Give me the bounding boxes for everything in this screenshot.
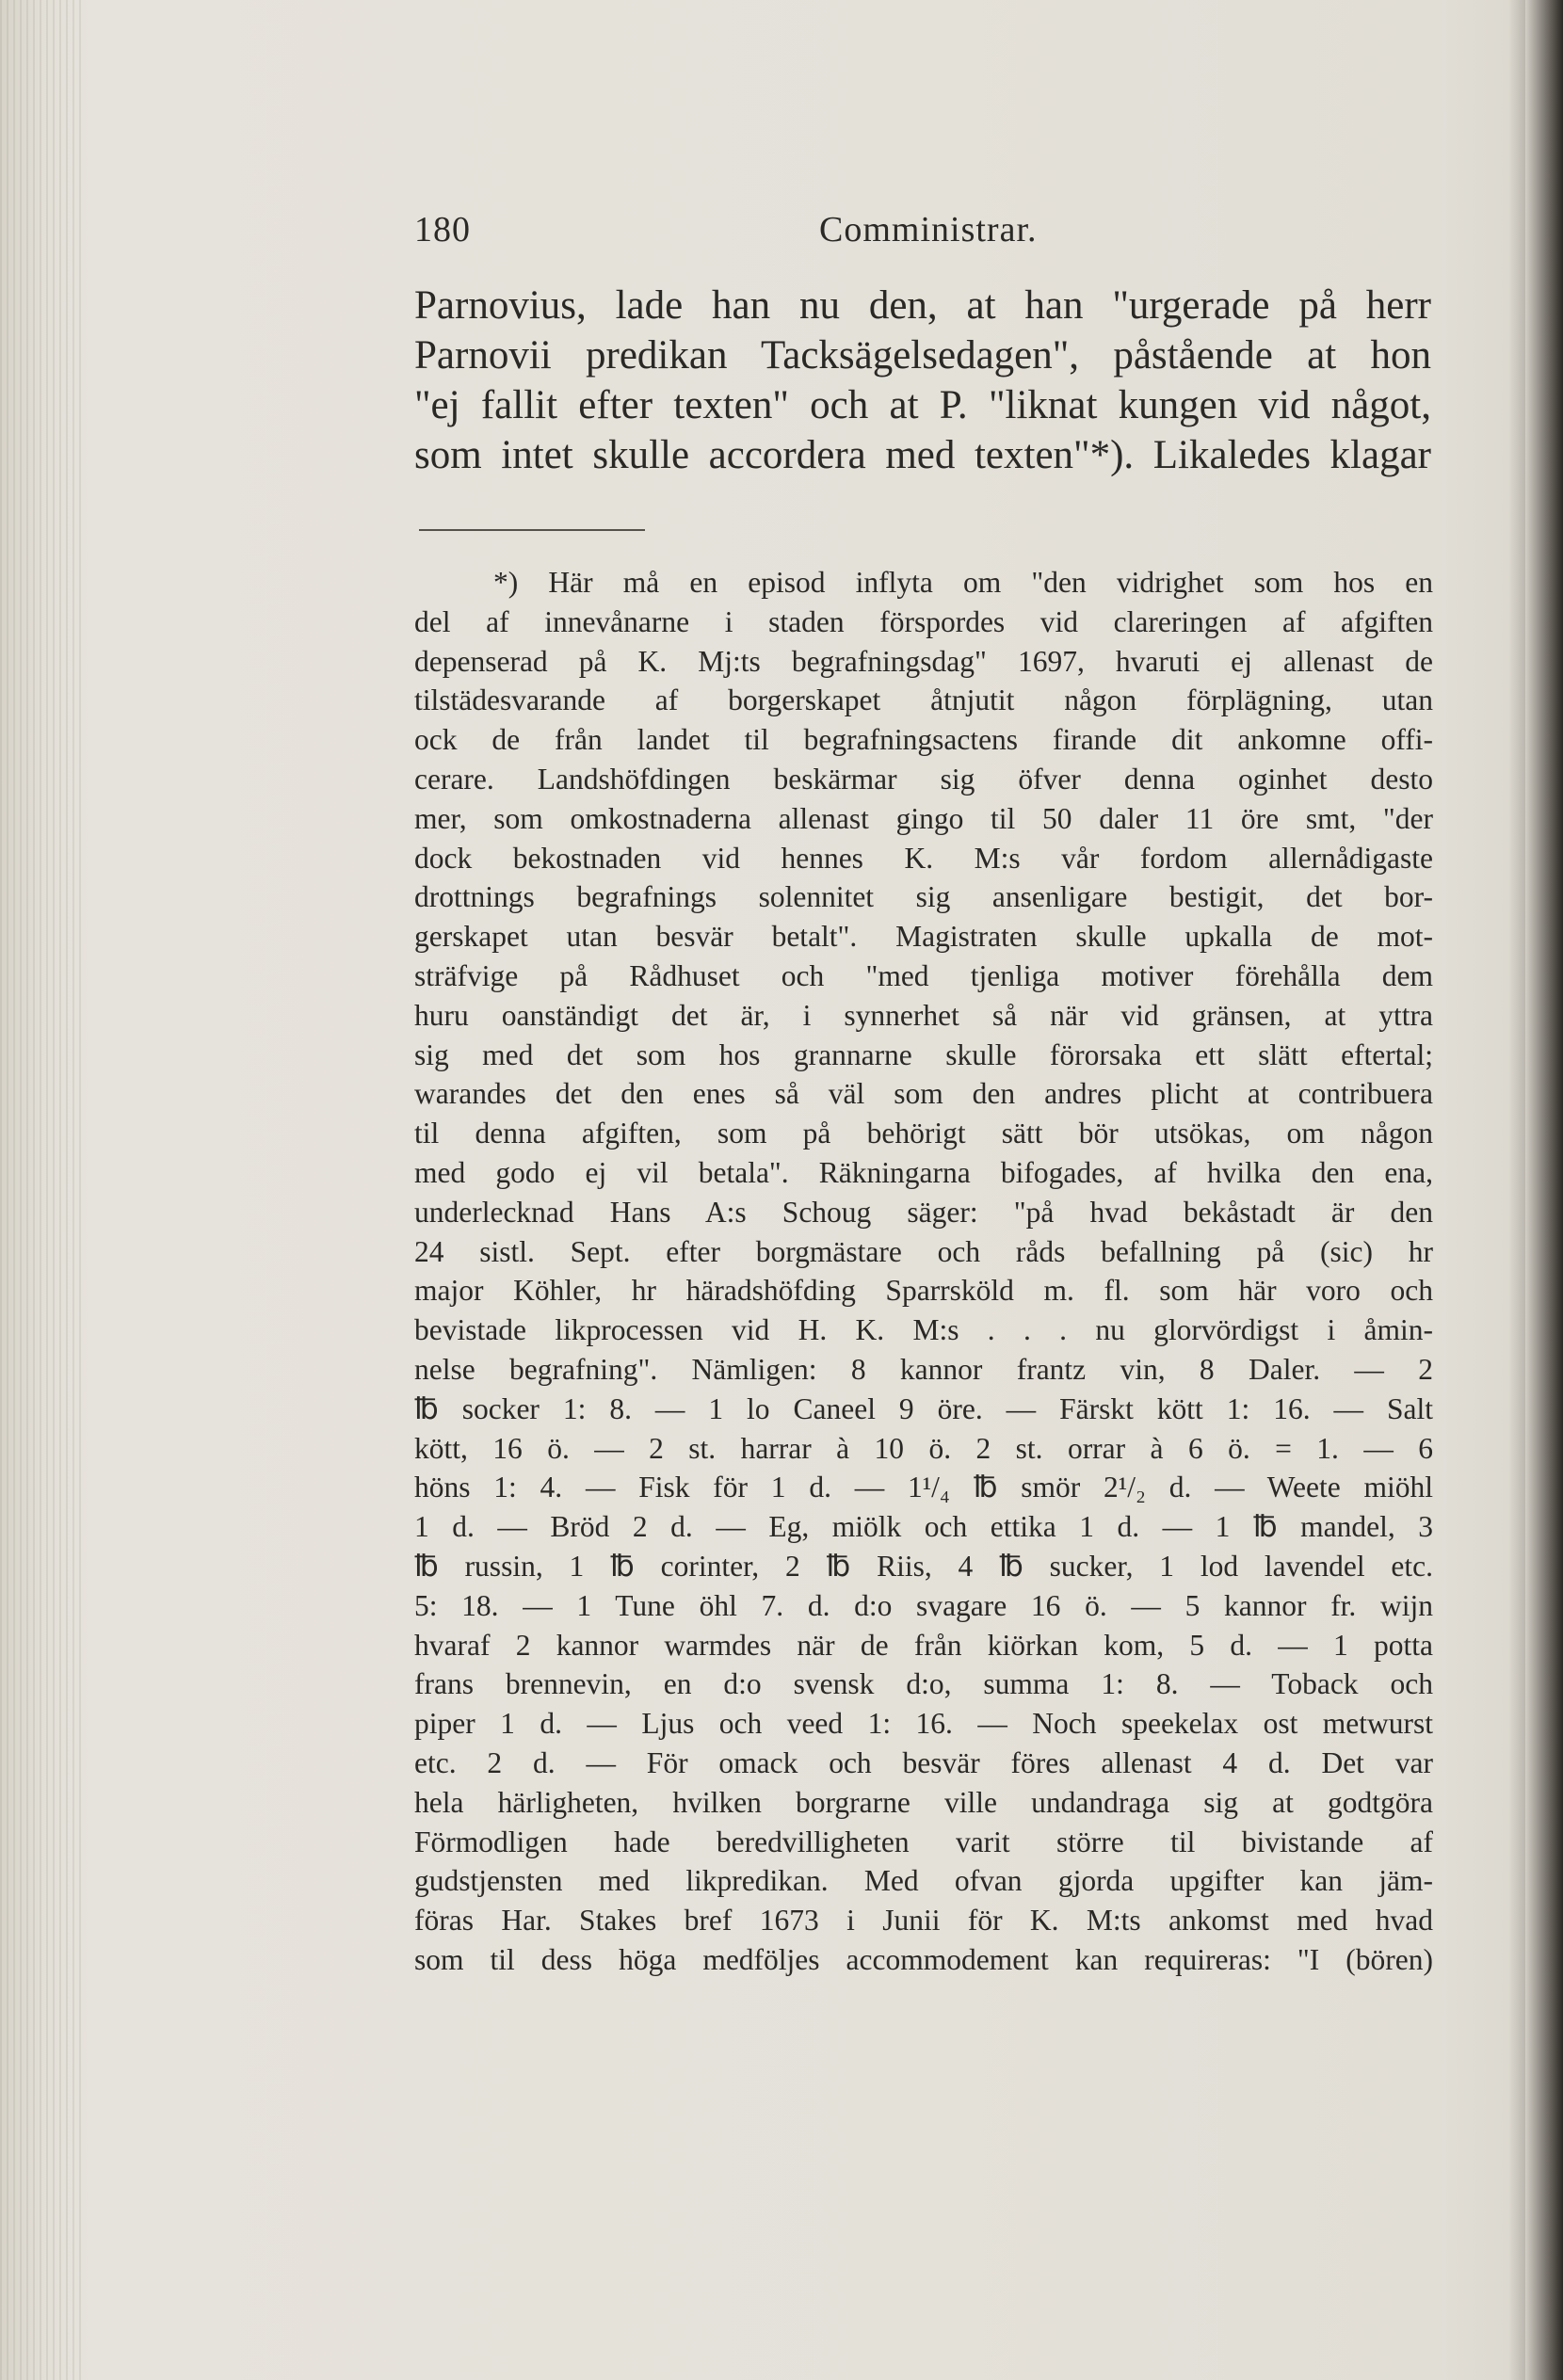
footnote-line: hela härligheten, hvilken borgrarne ville undandraga sig at godtgöra xyxy=(414,1785,1433,1819)
footnote-line: sträfvige på Rådhuset och "med tjenliga motiver förehålla dem xyxy=(414,958,1433,992)
running-title: Comministrar. xyxy=(819,210,1038,249)
footnote-line: cerare. Landshöfdingen beskärmar sig öfver denna oginhet desto xyxy=(414,762,1433,796)
footnote-line: gudstjensten med likpredikan. Med ofvan gjorda upgifter kan jäm- xyxy=(414,1864,1433,1898)
footnote-line: föras Har. Stakes bref 1673 i Junii för K. M:ts ankomst med hvad xyxy=(414,1904,1433,1938)
footnote xyxy=(414,563,1433,1980)
page-number: 180 xyxy=(414,210,471,249)
footnote-line: sig med det som hos grannarne skulle förorsaka ett slätt eftertal; xyxy=(414,1037,1433,1071)
main-text-line: "ej fallit efter texten" och at P. "liknat kungen vid något, xyxy=(414,383,1431,427)
footnote-line: piper 1 d. — Ljus och veed 1: 16. — Noch speekelax ost metwurst xyxy=(414,1707,1433,1741)
footnote-line: huru oanständigt det är, i synnerhet så när vid gränsen, at yttra xyxy=(414,998,1433,1032)
page-edge-right xyxy=(1525,0,1563,2380)
footnote-line: gerskapet utan besvär betalt". Magistraten skulle upkalla de mot- xyxy=(414,920,1433,954)
footnote-line: bevistade likprocessen vid H. K. M:s . . . nu glorvördigst i åmin- xyxy=(414,1313,1433,1347)
page-shadow-right xyxy=(1508,0,1525,2380)
footnote-line: *) Här må en episod inflyta om "den vidrighet som hos en xyxy=(493,566,1433,599)
footnote-line: Förmodligen hade beredvilligheten varit större til bivistande af xyxy=(414,1825,1433,1858)
footnote-line: ℔ socker 1: 8. — 1 lo Caneel 9 öre. — Färskt kött 1: 16. — Salt xyxy=(414,1391,1433,1425)
footnote-line: ℔ russin, 1 ℔ corinter, 2 ℔ Riis, 4 ℔ sucker, 1 lod lavendel etc. xyxy=(414,1549,1433,1583)
footnote-line: dock bekostnaden vid hennes K. M:s vår fordom allernådigaste xyxy=(414,841,1433,875)
footnote-line: hvaraf 2 kannor warmdes när de från kiörkan kom, 5 d. — 1 potta xyxy=(414,1628,1433,1662)
main-text-line: Parnovius, lade han nu den, at han "urgerade på herr xyxy=(414,283,1431,328)
footnote-line: etc. 2 d. — För omack och besvär föres allenast 4 d. Det var xyxy=(414,1745,1433,1779)
footnote-line: til denna afgiften, som på behörigt sätt bör utsökas, om någon xyxy=(414,1117,1433,1150)
footnote-line: kött, 16 ö. — 2 st. harrar à 10 ö. 2 st. orrar à 6 ö. = 1. — 6 xyxy=(414,1431,1433,1465)
footnote-line: tilstädesvarande af borgerskapet åtnjutit någon förplägning, utan xyxy=(414,683,1433,717)
footnote-line: ock de från landet til begrafningsactens firande dit ankomne offi- xyxy=(414,723,1433,757)
footnote-line: depenserad på K. Mj:ts begrafningsdag" 1697, hvaruti ej allenast de xyxy=(414,644,1433,678)
footnote-line: 1 d. — Bröd 2 d. — Eg, miölk och ettika 1 d. — 1 ℔ mandel, 3 xyxy=(414,1510,1433,1544)
footnote-line: som til dess höga medföljes accommodement kan requireras: "I (bören) xyxy=(414,1942,1433,1976)
footnote-line: major Köhler, hr häradshöfding Sparrsköld m. fl. som här voro och xyxy=(414,1274,1433,1308)
page-header xyxy=(414,209,1431,265)
footnote-line: frans brennevin, en d:o svensk d:o, summa 1: 8. — Toback och xyxy=(414,1667,1433,1701)
footnote-line: drottnings begrafnings solennitet sig ansenligare bestigit, det bor- xyxy=(414,880,1433,914)
page-gutter-left xyxy=(0,0,85,2380)
footnote-separator xyxy=(419,529,645,531)
main-paragraph xyxy=(414,281,1431,480)
footnote-line: 24 sistl. Sept. efter borgmästare och råds befallning på (sic) hr xyxy=(414,1234,1433,1268)
footnote-line: höns 1: 4. — Fisk för 1 d. — 1¹/₄ ℔ smör 2¹/₂ d. — Weete miöhl xyxy=(414,1471,1433,1504)
main-text-line: Parnovii predikan Tacksägelsedagen", påstående at hon xyxy=(414,333,1431,378)
footnote-line: med godo ej vil betala". Räkningarna bifogades, af hvilka den ena, xyxy=(414,1155,1433,1189)
footnote-line: mer, som omkostnaderna allenast gingo til 50 daler 11 öre smt, "der xyxy=(414,801,1433,835)
main-text-line: som intet skulle accordera med texten"*). Likaledes klagar xyxy=(414,433,1431,477)
footnote-line: 5: 18. — 1 Tune öhl 7. d. d:o svagare 16 ö. — 5 kannor fr. wijn xyxy=(414,1588,1433,1622)
footnote-line: warandes det den enes så väl som den andres plicht at contribuera xyxy=(414,1077,1433,1111)
footnote-line: underlecknad Hans A:s Schoug säger: "på hvad bekåstadt är den xyxy=(414,1195,1433,1229)
footnote-line: nelse begrafning". Nämligen: 8 kannor frantz vin, 8 Daler. — 2 xyxy=(414,1352,1433,1386)
footnote-line: del af innevånarne i staden förspordes vid clareringen af afgiften xyxy=(414,604,1433,638)
